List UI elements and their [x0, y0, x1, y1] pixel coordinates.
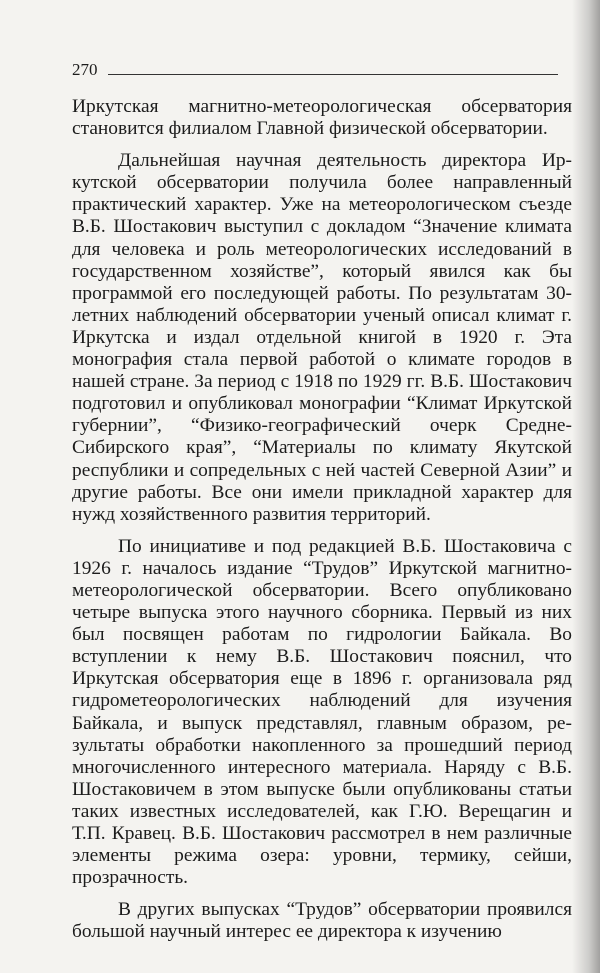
- page-number: 270: [72, 60, 98, 79]
- paragraph: По инициативе и под редакцией В.Б. Шостаковича с 1926 г. началось издание “Трудов” Иркутской магнитно-метеорологической обсерватории. Всего опубликовано четыре выпуска этого научного сборника. Первый из них был посвящен работам по гидрологии Байкала. Во вступлении к нему В.Б. Шостакович пояснил, что Иркутская обсерватория еще в 1896 г. организовала ряд гидрометеорологических наблюдений для изучения Байкала, и выпуск представлял, главным образом, результаты обработки накопленного за прошедший период многочисленного интересного материала. Наряду с В.Б. Шостаковичем в этом выпуске были опубликованы статьи таких известных исследователей, как Г.Ю. Верещагин и Т.П. Кравец. В.Б. Шостакович рассмотрел в нем различные элементы режима озера: уровни, термику, сейши, прозрачность.: [72, 535, 572, 889]
- body-text: [72, 96, 572, 943]
- paragraph: В других выпусках “Трудов” обсерватории проявился большой научный интерес ее директора к изучению: [72, 899, 572, 943]
- paragraph: Дальнейшая научная деятельность директора Иркутской обсерватории получила более направленный практический характер. Уже на метеорологическом съезде В.Б. Шостакович выступил с докладом “Значение климата для человека и роль метеорологических исследований в государственном хозяйстве”, который явился как бы программой его последующей работы. По результатам 30-летних наблюдений обсерватории ученый описал климат г. Иркутска и издал отдельной книгой в 1920 г. Эта монография стала первой работой о климате городов в нашей стране. За период с 1918 по 1929 гг. В.Б. Шостакович подготовил и опубликовал монографии “Климат Иркутской губернии”, “Физико-географический очерк Средне-Сибирского края”, “Материалы по климату Якутской республики и сопредельных с ней частей Северной Азии” и другие работы. Все они имели прикладной характер для нужд хозяйственного развития территорий.: [72, 150, 572, 525]
- header-rule: [108, 74, 558, 75]
- paragraph: Иркутская магнитно-метеорологическая обсерватория становится филиалом Главной физической обсерватории.: [72, 96, 572, 140]
- page-edge-shadow: [572, 0, 600, 973]
- page-header: [72, 60, 558, 84]
